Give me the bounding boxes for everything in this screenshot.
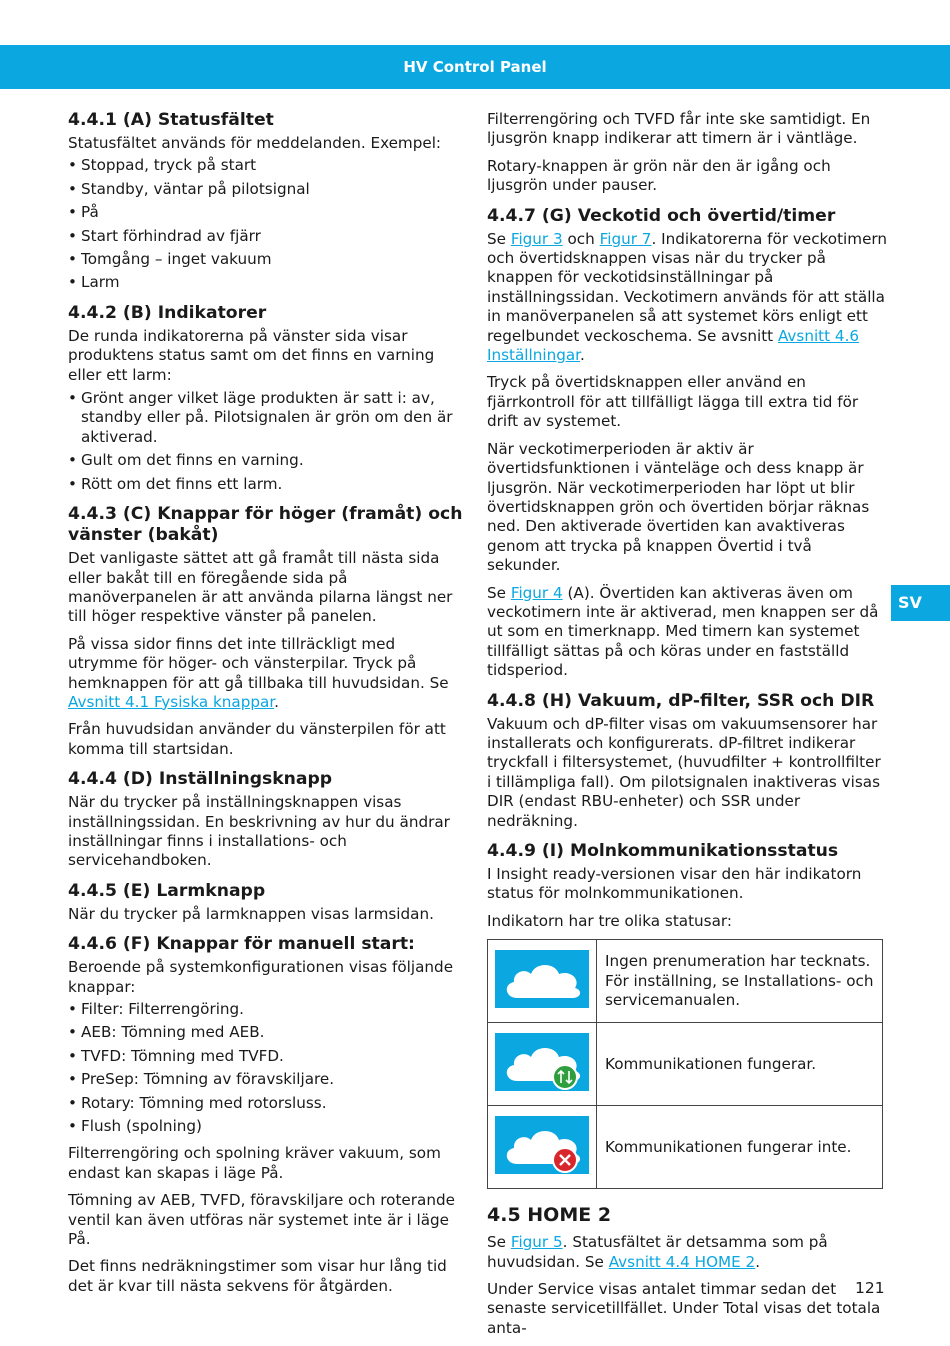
link-avsnitt-4-4[interactable]: Avsnitt 4.4 HOME 2 [608, 1252, 756, 1271]
paragraph: Beroende på systemkonfigurationen visas följande knappar: [68, 958, 454, 996]
status-description: Ingen prenumeration har tecknats. För inställning, se Installations- och servicemanualen. [597, 940, 883, 1023]
list-item: • Tomgång – inget vakuum [68, 250, 468, 269]
bullet-list [68, 389, 468, 494]
paragraph: Under Service visas antalet timmar sedan det senaste servicetillfället. Under Total visas det totala anta- [487, 1280, 881, 1337]
list-item: • Filter: Filterrengöring. [68, 1000, 468, 1019]
section-4-5 [487, 1203, 887, 1338]
section-title: 4.4.6 (F) Knappar för manuell start: [68, 934, 415, 955]
link-avsnitt-4-6[interactable]: Avsnitt 4.6 Inställningar [487, 326, 860, 365]
list-item: • Grönt anger vilket läge produkten är satt i: av, standby eller på. Pilotsignalen är grön om den är aktiverad. [68, 389, 468, 447]
section-4-4-2 [68, 303, 468, 494]
section-title: 4.4.2 (B) Indikatorer [68, 302, 267, 323]
section-4-4-9 [487, 841, 887, 1189]
cloud-error-icon [495, 1116, 589, 1174]
table-row [488, 1106, 883, 1189]
header-banner [0, 45, 950, 89]
section-4-4-7 [487, 206, 887, 681]
link-figur-3[interactable]: Figur 3 [510, 229, 563, 248]
paragraph: De runda indikatorerna på vänster sida visar produktens status samt om det finns en varning eller ett larm: [68, 326, 435, 384]
paragraph: På vissa sidor finns det inte tillräckligt med utrymme för höger- och vänsterpilar. Tryck på hemknappen för att gå tillbaka till huvudsidan. Se Avsnitt 4.1 Fysiska knappar. [68, 634, 449, 711]
paragraph: Tryck på övertidsknappen eller använd en fjärrkontroll för att tillfälligt lägga till extra tid för drift av systemet. [487, 373, 859, 431]
table-row [488, 940, 883, 1023]
link-figur-5[interactable]: Figur 5 [510, 1233, 563, 1252]
section-4-4-5 [68, 881, 468, 924]
link-avsnitt-4-1[interactable]: Avsnitt 4.1 Fysiska knappar [68, 692, 275, 711]
left-column [68, 110, 468, 1304]
list-item: • Standby, väntar på pilotsignal [68, 180, 468, 199]
paragraph: Från huvudsidan använder du vänsterpilen för att komma till startsidan. [68, 720, 446, 758]
cloud-status-table [487, 939, 883, 1189]
section-title: 4.4.7 (G) Veckotid och övertid/timer [487, 205, 836, 226]
paragraph: Statusfältet används för meddelanden. Exempel: [68, 134, 442, 152]
list-item: • Gult om det finns en varning. [68, 451, 468, 470]
paragraph: Se Figur 4 (A). Övertiden kan aktiveras även om veckotimern inte är aktiverad, men knappen ser då ut som en timerknapp. Med timern kan systemet tillfälligt sättas på och köras under en fastställd tidsperiod. [487, 583, 879, 680]
section-title: 4.4.3 (C) Knappar för höger (framåt) och vänster (bakåt) [68, 504, 463, 546]
list-item: • AEB: Tömning med AEB. [68, 1023, 468, 1042]
link-figur-7[interactable]: Figur 7 [599, 229, 652, 248]
paragraph: Det vanligaste sättet att gå framåt till nästa sida eller bakåt till en föregående sida på manöverpanelen är att använda pilarna längst ner till höger respektive vänster på panelen. [68, 549, 453, 626]
paragraph: När du trycker på inställningsknappen visas inställningssidan. En beskrivning av hur du ändrar inställningar finns i installations- och servicehandboken. [68, 793, 450, 870]
language-tab: SV [891, 585, 950, 621]
section-title: 4.4.8 (H) Vakuum, dP-filter, SSR och DIR [487, 690, 875, 711]
section-4-4-1 [68, 110, 468, 293]
status-description: Kommunikationen fungerar. [597, 1023, 883, 1106]
list-item: • PreSep: Tömning av föravskiljare. [68, 1070, 468, 1089]
list-item: • TVFD: Tömning med TVFD. [68, 1047, 468, 1066]
paragraph: Filterrengöring och spolning kräver vakuum, som endast kan skapas i läge På. [68, 1144, 441, 1182]
section-title: 4.4.5 (E) Larmknapp [68, 880, 266, 901]
section-4-4-4 [68, 769, 468, 871]
section-4-4-3 [68, 504, 468, 759]
paragraph: Se Figur 5. Statusfältet är detsamma som på huvudsidan. Se Avsnitt 4.4 HOME 2. [487, 1233, 828, 1271]
list-item: • På [68, 203, 468, 222]
list-item: • Flush (spolning) [68, 1117, 468, 1136]
section-title: 4.4.4 (D) Inställningsknapp [68, 769, 333, 790]
right-column [487, 110, 887, 1346]
list-item: • Larm [68, 273, 468, 292]
cloud-icon [495, 950, 589, 1008]
table-row [488, 1023, 883, 1106]
cloud-sync-icon [495, 1033, 589, 1091]
paragraph: Tömning av AEB, TVFD, föravskiljare och roterande ventil kan även utföras när systemet inte är i läge På. [68, 1191, 455, 1249]
bullet-list [68, 156, 468, 292]
list-item: • Stoppad, tryck på start [68, 156, 468, 175]
section-title: 4.4.1 (A) Statusfältet [68, 110, 274, 130]
paragraph: När du trycker på larmknappen visas larmsidan. [68, 904, 434, 923]
link-figur-4[interactable]: Figur 4 [510, 583, 563, 602]
page-number: 121 [855, 1279, 885, 1297]
paragraph: Se Figur 3 och Figur 7. Indikatorerna för veckotimern och övertidsknappen visas när du trycker på knappen för veckotidsinställningar på inställningssidan. Veckotimern används för att ställa in manöverpanelen så att systemet körs enligt ett regelbundet veckoschema. Se avsnitt Avsnitt 4.6 Inställningar. [487, 229, 888, 365]
section-title: 4.4.9 (I) Molnkommunikationsstatus [487, 841, 839, 861]
paragraph: Filterrengöring och TVFD får inte ske samtidigt. En ljusgrön knapp indikerar att timern är i väntläge. [487, 110, 871, 148]
list-item: • Rött om det finns ett larm. [68, 475, 468, 494]
paragraph: Rotary-knappen är grön när den är igång och ljusgrön under pauser. [487, 156, 831, 195]
section-4-4-8 [487, 691, 887, 831]
section-title: 4.5 HOME 2 [487, 1204, 612, 1227]
paragraph: När veckotimerperioden är aktiv är övertidsfunktionen i vänteläge och dess knapp är ljusgrön. När veckotimerperioden har löpt ut blir övertidsknappen grön och övertiden börjar räknas ned. Den aktiverade övertiden kan avaktiveras genom att trycka på knappen Övertid i två sekunder. [487, 439, 870, 575]
section-4-4-6 [68, 934, 468, 1296]
paragraph: Vakuum och dP-filter visas om vakuumsensorer har installerats och konfigurerats. dP-filtret indikerar tryckfall i filtersystemet, (huvudfilter + kontrollfilter i tillämpliga fall). Om pilotsignalen inaktiveras visas DIR (endast RBU-enheter) och SSR under nedräkning. [487, 714, 881, 830]
paragraph: I Insight ready-versionen visar den här indikatorn status för molnkommunikationen. [487, 865, 862, 903]
status-description: Kommunikationen fungerar inte. [597, 1106, 883, 1189]
paragraph: Indikatorn har tre olika statusar: [487, 911, 732, 930]
list-item: • Rotary: Tömning med rotorsluss. [68, 1094, 468, 1113]
header-title: HV Control Panel [403, 58, 547, 76]
bullet-list [68, 1000, 468, 1136]
list-item: • Start förhindrad av fjärr [68, 227, 468, 246]
paragraph: Det finns nedräkningstimer som visar hur lång tid det är kvar till nästa sekvens för åtgärden. [68, 1257, 447, 1295]
